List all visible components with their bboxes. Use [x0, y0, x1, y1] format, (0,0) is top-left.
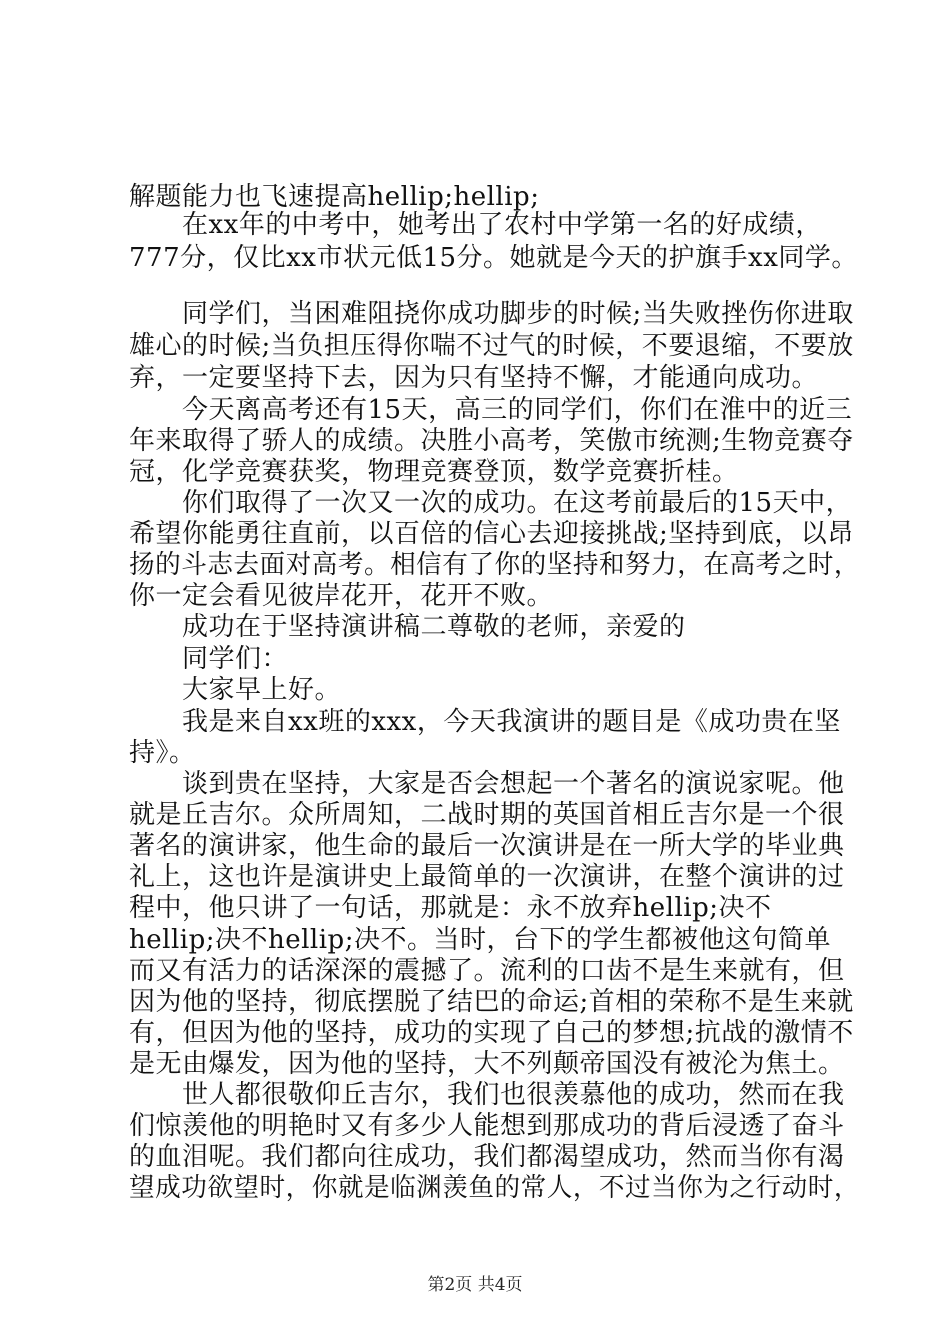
text-line: 望成功欲望时，你就是临渊羡鱼的常人，不过当你为之行动时，: [129, 1173, 861, 1203]
text-line: 程中，他只讲了一句话，那就是：永不放弃hellip;决不: [129, 893, 772, 923]
text-line: 你们取得了一次又一次的成功。在这考前最后的15天中，: [129, 488, 853, 518]
text-line: 希望你能勇往直前，以百倍的信心去迎接挑战;坚持到底，以昂: [129, 519, 854, 549]
text-line: 就是丘吉尔。众所周知，二战时期的英国首相丘吉尔是一个很: [129, 800, 845, 830]
text-line: 是无由爆发，因为他的坚持，大不列颠帝国没有被沦为焦土。: [129, 1049, 845, 1079]
text-line: 著名的演讲家，他生命的最后一次演讲是在一所大学的毕业典: [129, 831, 845, 861]
text-line: 冠，化学竞赛获奖，物理竞赛登顶，数学竞赛折桂。: [129, 457, 739, 487]
text-line: 解题能力也飞速提高hellip;hellip;: [129, 182, 540, 212]
text-line: 谈到贵在坚持，大家是否会想起一个著名的演说家呢。他: [129, 769, 845, 799]
text-line: 在xx年的中考中，她考出了农村中学第一名的好成绩，: [129, 210, 822, 240]
text-line: 因为他的坚持，彻底摆脱了结巴的命运;首相的荣称不是生来就: [129, 987, 854, 1017]
text-line: 大家早上好。: [129, 675, 342, 705]
text-line: 你一定会看见彼岸花开，花开不败。: [129, 581, 554, 611]
text-line: 而又有活力的话深深的震撼了。流利的口齿不是生来就有，但: [129, 956, 845, 986]
text-line: 的血泪呢。我们都向往成功，我们都渴望成功，然而当你有渴: [129, 1142, 845, 1172]
text-line: 同学们：: [129, 644, 289, 674]
text-line: 有，但因为他的坚持，成功的实现了自己的梦想;抗战的激情不: [129, 1018, 854, 1048]
text-line: 今天离高考还有15天，高三的同学们，你们在淮中的近三: [129, 395, 853, 425]
text-line: 年来取得了骄人的成绩。决胜小高考，笑傲市统测;生物竞赛夺: [129, 426, 854, 456]
text-line: 雄心的时候;当负担压得你喘不过气的时候，不要退缩，不要放: [129, 331, 854, 361]
text-line: 世人都很敬仰丘吉尔，我们也很羡慕他的成功，然而在我: [129, 1080, 845, 1110]
text-line: 我是来自xx班的xxx，今天我演讲的题目是《成功贵在坚: [129, 707, 841, 737]
text-line: 同学们，当困难阻挠你成功脚步的时候;当失败挫伤你进取: [129, 299, 854, 329]
text-line: 们惊羡他的明艳时又有多少人能想到那成功的背后浸透了奋斗: [129, 1111, 845, 1141]
text-line: 成功在于坚持演讲稿二尊敬的老师，亲爱的: [129, 612, 686, 642]
text-line: 礼上，这也许是演讲史上最简单的一次演讲，在整个演讲的过: [129, 862, 845, 892]
text-line: 持》。: [129, 738, 196, 768]
text-line: 弃，一定要坚持下去，因为只有坚持不懈，才能通向成功。: [129, 363, 819, 393]
text-line: 777分，仅比xx市状元低15分。她就是今天的护旗手xx同学。: [129, 243, 858, 273]
text-line: 扬的斗志去面对高考。相信有了你的坚持和努力，在高考之时，: [129, 550, 861, 580]
text-line: hellip;决不hellip;决不。当时，台下的学生都被他这句简单: [129, 925, 831, 955]
page-number-footer: 第2页 共4页: [427, 1275, 523, 1295]
